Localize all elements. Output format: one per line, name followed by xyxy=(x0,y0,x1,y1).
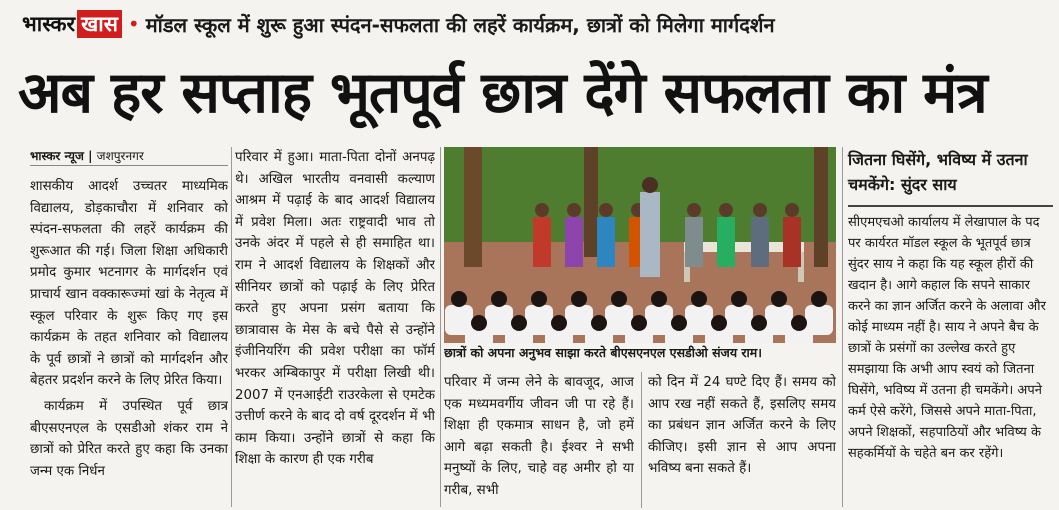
student-head xyxy=(471,315,487,331)
student-figure xyxy=(505,329,533,343)
column-4-paragraph-1: को दिन में 24 घण्टे दिए हैं। समय को आप रख नहीं सकते हैं, इसलिए समय का प्रबंधन ज्ञान अर्जित करने के लिए कीजिए। इसी ज्ञान से आप अपना भविष्य बना सकते हैं। xyxy=(648,375,836,477)
guest-figure xyxy=(717,217,735,267)
student-figure xyxy=(745,329,773,343)
student-head xyxy=(551,315,567,331)
guest-head xyxy=(785,203,799,217)
kicker-text: मॉडल स्कूल में शुरू हुआ स्पंदन-सफलता की लहरें कार्यक्रम, छात्रों को मिलेगा मार्गदर्शन xyxy=(145,12,775,37)
column-divider xyxy=(231,147,232,507)
guest-head xyxy=(535,203,549,217)
guest-figure xyxy=(597,217,615,267)
guest-figure xyxy=(783,217,801,267)
guest-figure xyxy=(751,217,769,267)
photo-caption: छात्रों को अपना अनुभव साझा करते बीएसएनएल एसडीओ संजय राम। xyxy=(444,345,762,360)
student-head xyxy=(571,291,587,307)
byline-agency: भास्कर न्यूज xyxy=(30,149,84,163)
column-4 xyxy=(648,372,836,508)
student-head xyxy=(631,315,647,331)
student-head xyxy=(811,291,827,307)
byline xyxy=(30,147,228,166)
speaker-head xyxy=(642,177,658,193)
speaker-figure xyxy=(640,192,660,277)
column-2-paragraph-1: परिवार में हुआ। माता-पिता दोनों अनपढ़ थे। अखिल भारतीय वनवासी कल्याण आश्रम में पढ़ाई के बाद आदर्श विद्यालय में प्रवेश मिला। अतः राष्ट्रवादी भाव तो उनके अंदर में पहले से ही समाहित था। राम ने आदर्श विद्यालय के शिक्षकों और सीनियर छात्रों को पढ़ाई के लिए प्रेरित करते हुए अपना प्रसंग बताया कि छात्रावास के मेस के बचे पैसे से उन्होंने इंजीनियरिंग की प्रवेश परीक्षा का फॉर्म भरकर अम्बिकापुर में परीक्षा लिखी थी। 2007 में एनआईटी राउरकेला से एमटेक उत्तीर्ण करने के बाद दो वर्ष दूरदर्शन में भी काम किया। उन्होंने छात्रों से कहा कि शिक्षा के कारण ही एक गरीब xyxy=(235,150,435,468)
sidebar-heading: जितना घिसेंगे, भविष्य में उतना चमकेंगे: सुंदर साय xyxy=(848,147,1053,207)
kicker-line xyxy=(22,4,1052,44)
column-1-paragraph-2: कार्यक्रम में उपस्थित पूर्व छात्र बीएसएनएल के एसडीओ शंकर राम ने छात्रों को प्रेरित करते हुए कहा कि उनका जन्म एक निर्धन xyxy=(30,398,228,479)
student-figure xyxy=(465,329,493,343)
guest-head xyxy=(687,203,701,217)
brand-bhaskar: भास्कर xyxy=(22,12,76,36)
sidebar-paragraph: सीएमएचओ कार्यालय में लेखापाल के पद पर कार्यरत मॉडल स्कूल के भूतपूर्व छात्र सुंदर साय ने कहा कि यह स्कूल हीरों की खदान है। आगे कहाल कि सपने साकार करने का ज्ञान अर्जित करने के अलावा और कोई माध्यम नहीं है। साय ने अपने बैच के छात्रों के प्रसंगों का उल्लेख करते हुए समझाया कि अभी आप स्वयं को जितना घिसेंगे, भविष्य में उतना ही चमकेंगे। अपने कर्म ऐसे करेंगे, जिससे अपने माता-पिता, अपने शिक्षकों, सहपाठियों और भविष्य के सहकर्मियों के चहेते बन कर रहेंगे। xyxy=(848,215,1046,461)
guest-head xyxy=(567,203,581,217)
student-head xyxy=(531,291,547,307)
column-divider xyxy=(641,372,642,508)
student-head xyxy=(731,291,747,307)
sidebar-body xyxy=(848,212,1053,508)
student-head xyxy=(511,315,527,331)
guest-head xyxy=(753,203,767,217)
column-3 xyxy=(444,372,634,508)
column-divider xyxy=(842,147,843,507)
column-divider xyxy=(440,147,441,507)
student-figure xyxy=(545,329,573,343)
byline-separator: | xyxy=(88,149,97,163)
student-head xyxy=(651,291,667,307)
guest-head xyxy=(599,203,613,217)
student-head xyxy=(611,291,627,307)
column-1-paragraph-1: शासकीय आदर्श उच्चतर माध्यमिक विद्यालय, डोड़काचौरा में शनिवार को स्पंदन-सफलता की लहरें कार्यक्रम की शुरूआत की गई। जिला शिक्षा अधिकारी प्रमोद कुमार भटनागर के मार्गदर्शन एवं प्राचार्य खान वक्कारूज्मां खां के नेतृत्व में स्कूल परिवार के शुरू किए गए इस कार्यक्रम के तहत शनिवार को विद्यालय के पूर्व छात्रों ने छात्रों को मार्गदर्शन और बेहतर प्रदर्शन करने के लिए प्रेरित किया। xyxy=(30,179,228,389)
kicker-bullet: • xyxy=(127,12,140,36)
student-figure xyxy=(585,329,613,343)
student-figure xyxy=(705,329,733,343)
guest-figure xyxy=(533,217,551,267)
guest-figure xyxy=(685,217,703,267)
student-figure xyxy=(785,329,813,343)
student-head xyxy=(671,315,687,331)
student-figure xyxy=(665,329,693,343)
student-figure xyxy=(625,329,653,343)
column-3-paragraph-1: परिवार में जन्म लेने के बावजूद, आज एक मध्यमवर्गीय जीवन जी पा रहे हैं। शिक्षा ही एकमात्र साधन है, जो हमें आगे बढ़ा सकती है। ईश्वर ने सभी मनुष्यों के लिए, चाहे वह अमीर हो या गरीब, सभी xyxy=(444,375,634,498)
student-head xyxy=(791,315,807,331)
student-head xyxy=(491,291,507,307)
student-head xyxy=(451,291,467,307)
student-head xyxy=(591,315,607,331)
guest-head xyxy=(719,203,733,217)
event-photo xyxy=(444,147,836,343)
guest-figure xyxy=(565,217,583,267)
column-1 xyxy=(30,176,228,506)
brand-khaas: खास xyxy=(77,10,122,38)
column-2 xyxy=(235,147,435,507)
student-head xyxy=(751,315,767,331)
student-head xyxy=(691,291,707,307)
byline-place: जशपुरनगर xyxy=(96,149,144,163)
event-photo-drawing xyxy=(444,147,836,343)
student-head xyxy=(771,291,787,307)
student-head xyxy=(711,315,727,331)
headline: अब हर सप्ताह भूतपूर्व छात्र देंगे सफलता का मंत्र xyxy=(18,60,987,126)
